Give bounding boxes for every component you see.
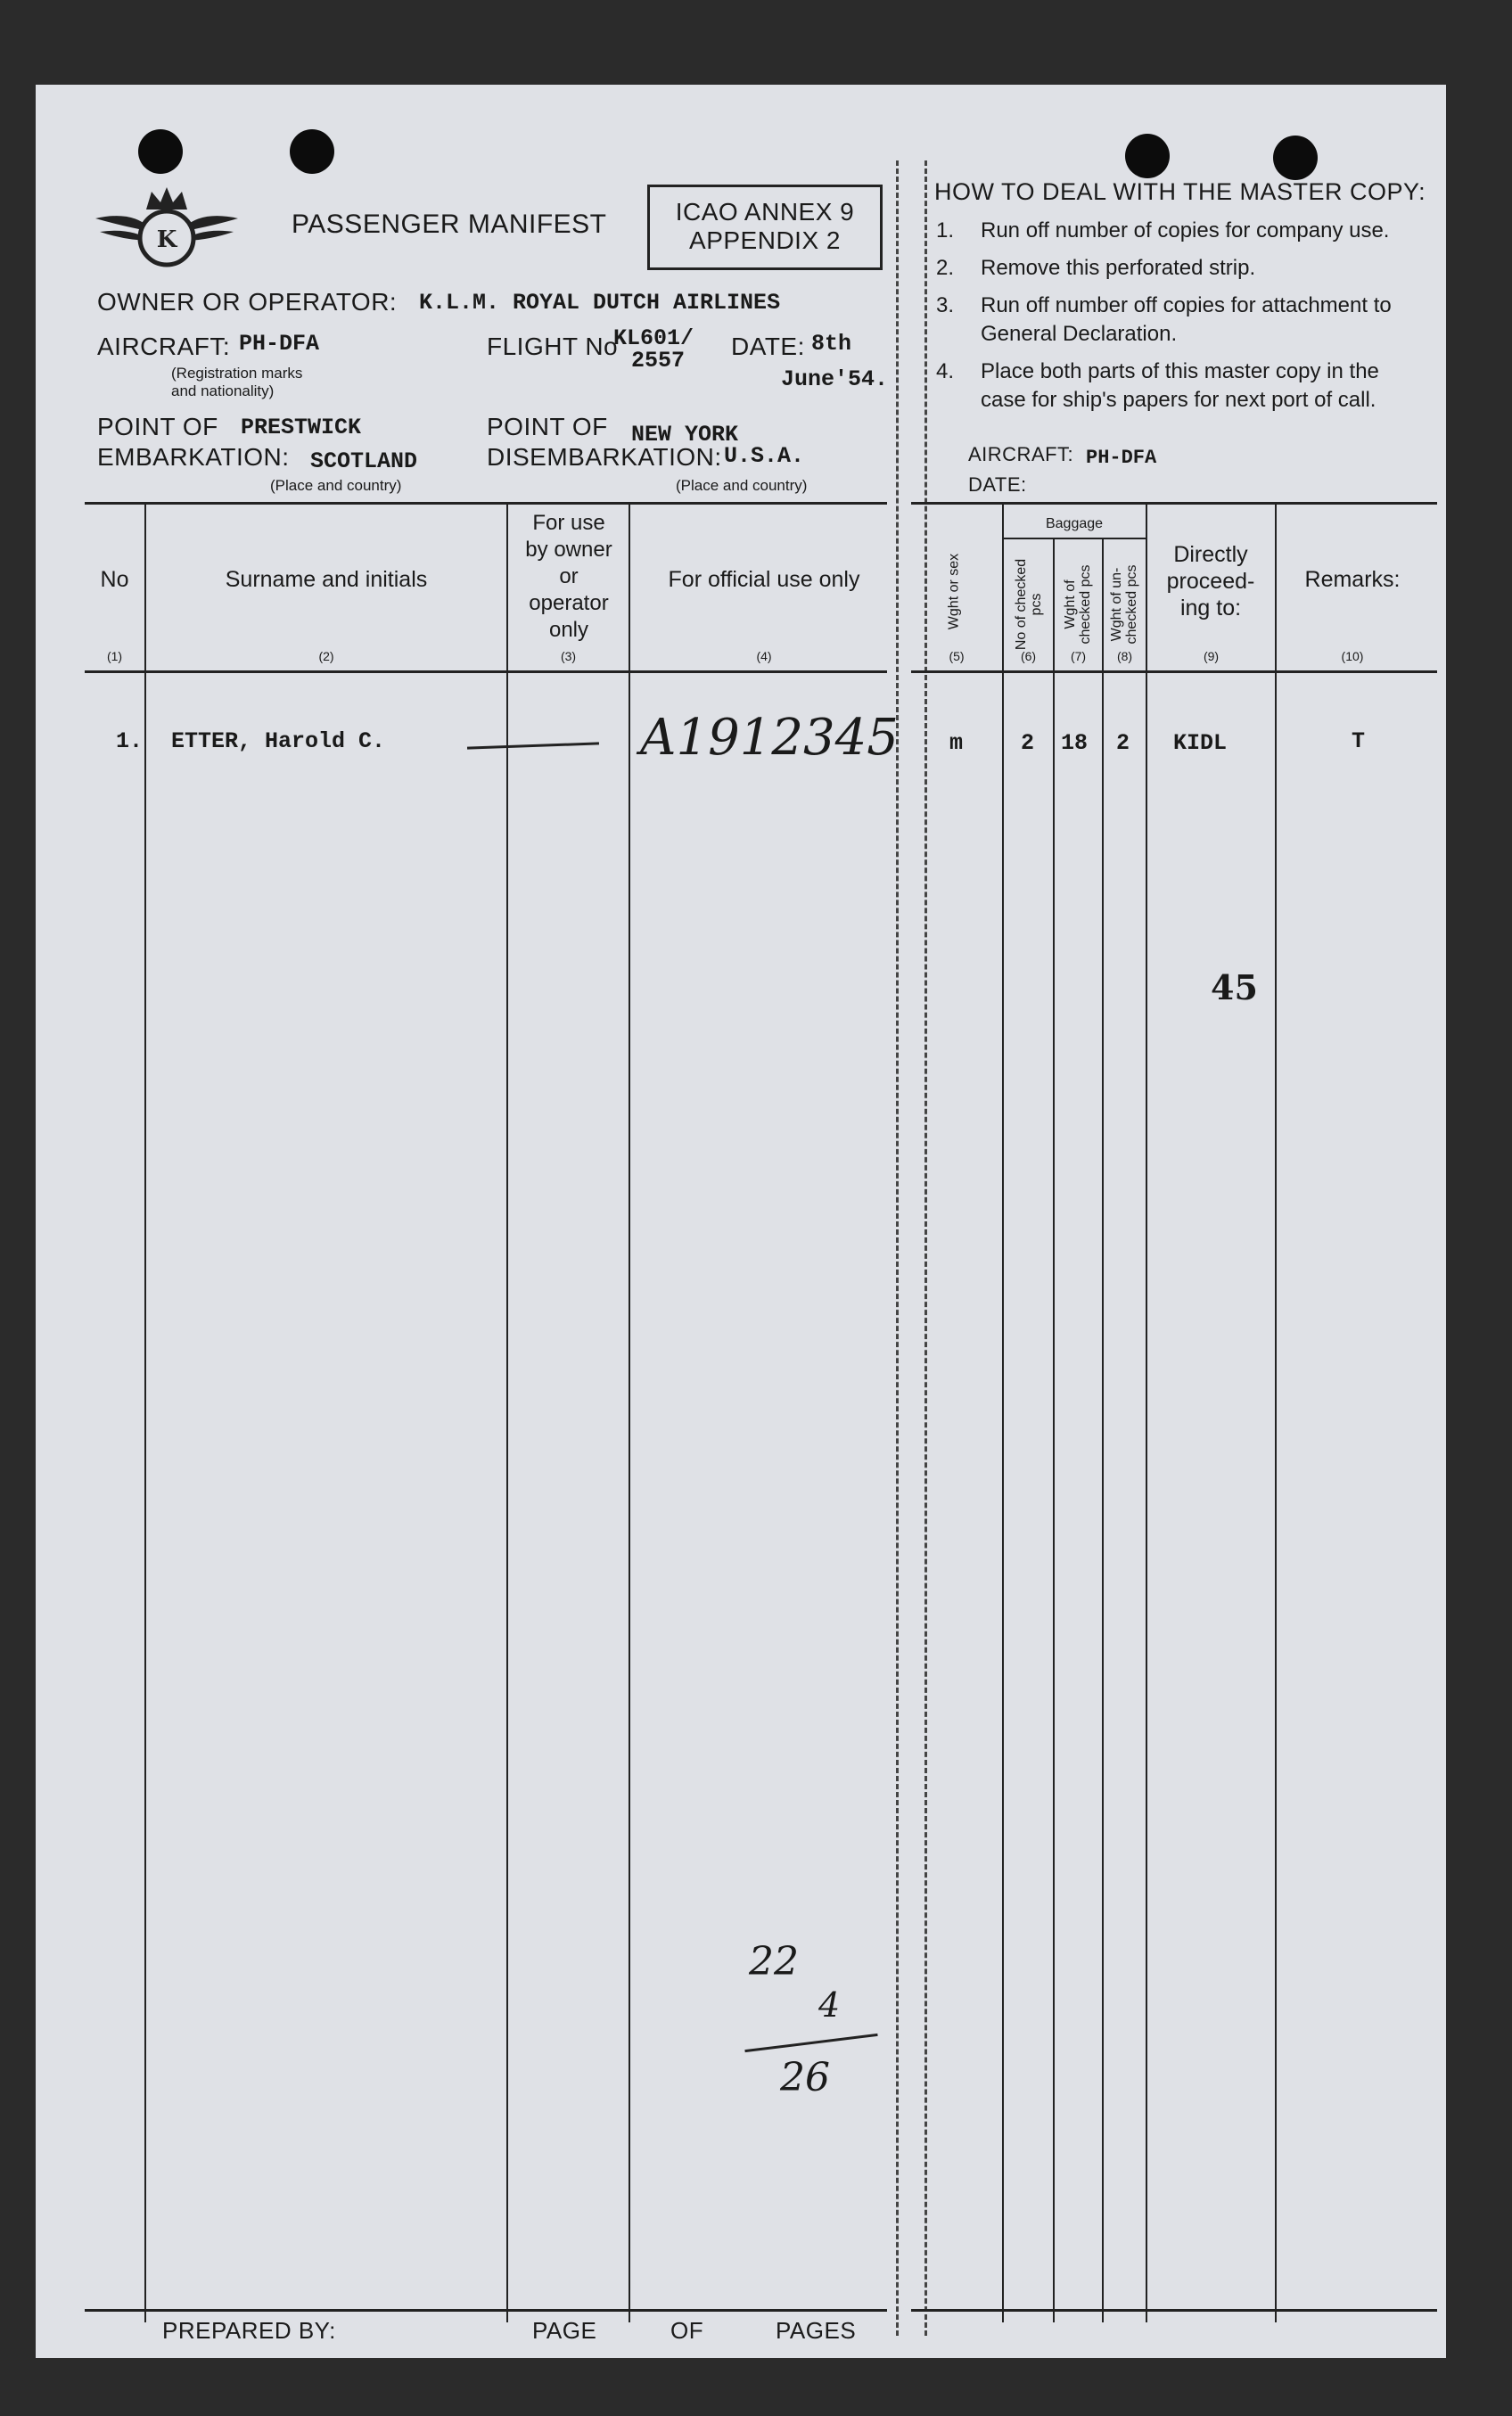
instructions-aircraft-value: PH-DFA bbox=[1086, 447, 1157, 469]
row-destination: KIDL bbox=[1173, 730, 1228, 756]
header-bottom-rule bbox=[911, 670, 1437, 673]
instruction-number: 1. bbox=[936, 218, 955, 242]
perforation-line bbox=[924, 160, 927, 2336]
header-no: No bbox=[100, 567, 129, 592]
column-number: (9) bbox=[1203, 649, 1220, 663]
column-number: (4) bbox=[756, 649, 772, 663]
disembark-value: U.S.A. bbox=[724, 443, 805, 469]
header-wght-unchecked: Wght of un-checked pcs bbox=[1109, 564, 1139, 645]
header-directly: Directly proceed-ing to: bbox=[1166, 542, 1255, 620]
punch-hole bbox=[290, 129, 334, 174]
column-number: (2) bbox=[318, 649, 334, 663]
column-divider bbox=[1002, 504, 1004, 2322]
handwritten-sum-top: 22 bbox=[749, 1939, 799, 1985]
header-baggage: Baggage bbox=[1045, 516, 1104, 531]
owner-value: K.L.M. ROYAL DUTCH AIRLINES bbox=[419, 290, 781, 316]
date-value: 8th bbox=[811, 331, 852, 357]
svg-text:K: K bbox=[156, 226, 177, 253]
registration-note: (Registration marks bbox=[171, 365, 303, 382]
aircraft-label: AIRCRAFT: bbox=[97, 333, 231, 360]
column-divider bbox=[1102, 539, 1104, 2322]
row-no: 1. bbox=[116, 728, 144, 754]
punch-hole bbox=[1273, 136, 1318, 180]
column-number: (3) bbox=[560, 649, 577, 663]
embark-value: SCOTLAND bbox=[310, 448, 418, 474]
embark-label: POINT OF bbox=[97, 413, 218, 440]
column-number: (6) bbox=[1020, 649, 1037, 663]
stamped-number: 45 bbox=[1211, 967, 1258, 1007]
manifest-sheet bbox=[36, 85, 1446, 2358]
punch-hole bbox=[1125, 134, 1170, 178]
row-wght-checked: 18 bbox=[1061, 730, 1089, 756]
column-divider bbox=[1275, 504, 1277, 2322]
header-owner-use: For use by owner or operator only bbox=[525, 511, 612, 642]
row-name: ETTER, Harold C. bbox=[171, 728, 386, 754]
owner-use-dash bbox=[467, 742, 599, 749]
disembark-value: NEW YORK bbox=[631, 422, 739, 448]
row-official-number: A1912345 bbox=[640, 709, 899, 767]
flight-value: 2557 bbox=[631, 348, 686, 374]
footer-rule bbox=[85, 2309, 887, 2312]
place-country-note: (Place and country) bbox=[270, 477, 402, 494]
column-number: (1) bbox=[106, 649, 123, 663]
icao-box bbox=[647, 185, 883, 270]
instruction-text: Run off number off copies for attachment to General Declaration. bbox=[981, 293, 1392, 346]
disembark-label: POINT OF bbox=[487, 413, 608, 440]
row-checked-pcs: 2 bbox=[1021, 730, 1035, 756]
icao-annex: ICAO ANNEX 9 bbox=[675, 198, 855, 226]
date-value: June'54. bbox=[781, 366, 889, 392]
column-number: (8) bbox=[1116, 649, 1133, 663]
perforation-line bbox=[896, 160, 899, 2336]
instructions-heading: HOW TO DEAL WITH THE MASTER COPY: bbox=[934, 178, 1426, 205]
header-surname: Surname and initials bbox=[225, 567, 428, 592]
klm-logo-icon bbox=[91, 183, 242, 281]
page-label: PAGE bbox=[532, 2317, 597, 2344]
instructions-list bbox=[918, 217, 1426, 415]
header-checked-pcs: No of checked pcs bbox=[1014, 558, 1044, 651]
registration-note: and nationality) bbox=[171, 382, 275, 399]
header-weight-sex: Wght or sex bbox=[946, 553, 962, 630]
instruction-item bbox=[918, 292, 1426, 349]
header-wght-checked: Wght of checked pcs bbox=[1063, 564, 1093, 645]
punch-hole bbox=[138, 129, 183, 174]
row-sex: m bbox=[949, 730, 964, 756]
instruction-text: Run off number of copies for company use. bbox=[981, 218, 1390, 242]
row-remarks: T bbox=[1352, 728, 1366, 754]
handwritten-sum-total: 26 bbox=[780, 2055, 830, 2100]
column-divider bbox=[144, 504, 146, 2322]
flight-label: FLIGHT No bbox=[487, 333, 619, 360]
date-label: DATE: bbox=[731, 333, 805, 360]
instruction-number: 2. bbox=[936, 256, 955, 280]
header-remarks: Remarks: bbox=[1304, 567, 1401, 592]
instruction-item bbox=[918, 217, 1426, 245]
instruction-text: Remove this perforated strip. bbox=[981, 256, 1256, 280]
instruction-item bbox=[918, 357, 1426, 415]
header-official: For official use only bbox=[668, 567, 860, 592]
of-label: OF bbox=[670, 2317, 704, 2344]
instructions-aircraft-label: AIRCRAFT: bbox=[968, 443, 1074, 465]
prepared-by-label: PREPARED BY: bbox=[162, 2317, 336, 2344]
handwritten-sum-mid: 4 bbox=[818, 1985, 841, 2025]
row-wght-unchecked: 2 bbox=[1116, 730, 1130, 756]
owner-label: OWNER OR OPERATOR: bbox=[97, 288, 398, 316]
instruction-text: Place both parts of this master copy in the case for ship's papers for next port of call. bbox=[981, 359, 1379, 412]
place-country-note: (Place and country) bbox=[676, 477, 808, 494]
table-top-rule bbox=[911, 502, 1437, 505]
aircraft-value: PH-DFA bbox=[239, 331, 320, 357]
form-title: PASSENGER MANIFEST bbox=[292, 210, 607, 239]
icao-appendix: APPENDIX 2 bbox=[689, 226, 841, 254]
instruction-number: 3. bbox=[936, 293, 955, 317]
handwritten-sum-line bbox=[744, 2034, 877, 2052]
instruction-number: 4. bbox=[936, 359, 955, 383]
embark-value: PRESTWICK bbox=[241, 415, 362, 440]
header-bottom-rule bbox=[85, 670, 887, 673]
column-number: (7) bbox=[1070, 649, 1087, 663]
pages-label: PAGES bbox=[776, 2317, 857, 2344]
column-number: (10) bbox=[1341, 649, 1364, 663]
baggage-rule bbox=[1002, 538, 1146, 539]
column-divider bbox=[629, 504, 630, 2322]
column-divider bbox=[506, 504, 508, 2322]
disembark-label: DISEMBARKATION: bbox=[487, 443, 722, 471]
embark-label: EMBARKATION: bbox=[97, 443, 290, 471]
column-number: (5) bbox=[949, 649, 965, 663]
column-divider bbox=[1146, 504, 1147, 2322]
column-divider bbox=[1053, 539, 1055, 2322]
instruction-item bbox=[918, 254, 1426, 283]
table-top-rule bbox=[85, 502, 887, 505]
flight-value: KL601/ bbox=[613, 325, 694, 351]
instructions-panel bbox=[918, 178, 1426, 415]
instructions-date-label: DATE: bbox=[968, 473, 1027, 496]
footer-rule bbox=[911, 2309, 1437, 2312]
